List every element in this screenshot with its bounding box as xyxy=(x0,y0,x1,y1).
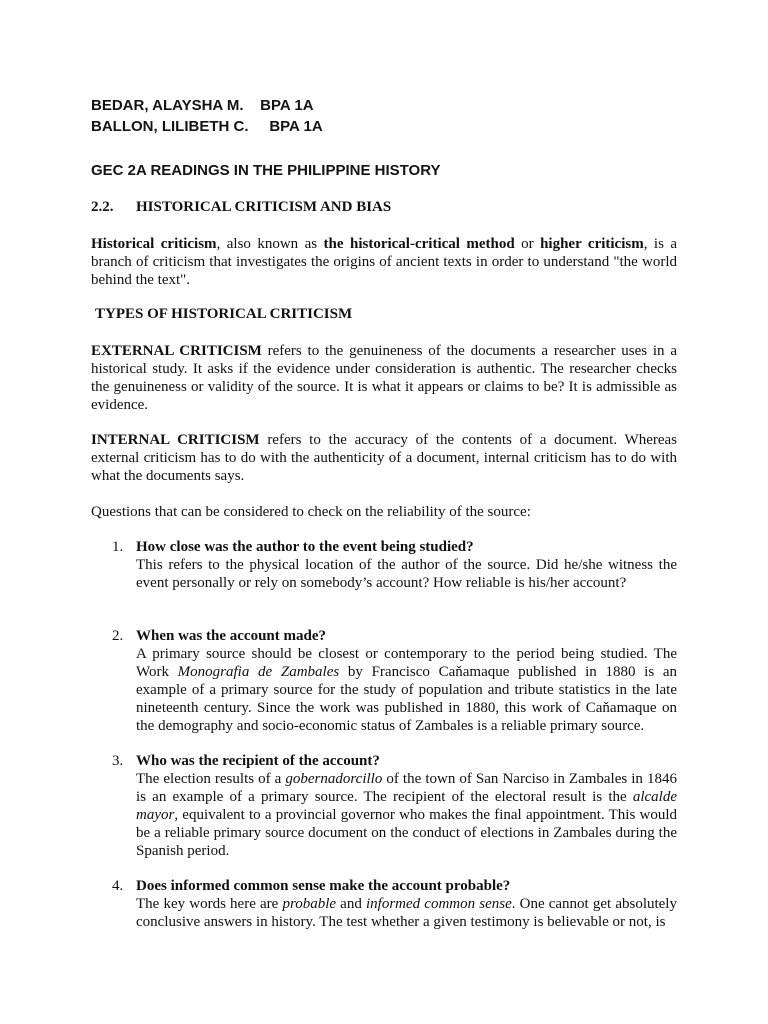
question-text: The key words here are xyxy=(136,896,283,912)
section-number: 2.2. xyxy=(91,199,114,215)
question-text: . One cannot get absolutely conclusive answers in history. The test whether a given testimony is believable or not, is xyxy=(136,896,677,930)
internal-criticism-paragraph xyxy=(91,431,677,485)
internal-text: refers to the accuracy of the contents of a document. Whereas external criticism has to do with the authenticity of a document, internal criticism has to do with what the documents says. xyxy=(91,432,677,484)
external-term: EXTERNAL CRITICISM xyxy=(91,343,262,359)
section-title: HISTORICAL CRITICISM AND BIAS xyxy=(136,199,392,215)
list-number: 2. xyxy=(112,628,124,644)
student-line-1: BEDAR, ALAYSHA M. BPA 1A xyxy=(91,97,314,114)
italic-term: probable xyxy=(282,896,337,912)
question-title: How close was the author to the event being studied? xyxy=(136,539,474,555)
question-text: , equivalent to a provincial governor who makes the final appointment. This would be a reliable primary source document on the conduct of elections in Zambales during the Spanish period. xyxy=(136,807,677,859)
list-number: 3. xyxy=(112,753,124,769)
student-line-2: BALLON, LILIBETH C. BPA 1A xyxy=(91,118,323,135)
intro-paragraph xyxy=(91,235,677,289)
question-body xyxy=(136,895,677,931)
question-text: of the town of San Narciso in Zambales in 1846 is an example of a primary source. The recipient of the electoral result is the xyxy=(136,771,677,805)
intro-term: Historical criticism xyxy=(91,236,217,252)
question-text: and xyxy=(336,896,366,912)
question-body: This refers to the physical location of the author of the source. Did he/she witness the event personally or rely on somebody’s account? How reliable is his/her account? xyxy=(136,557,677,591)
work-title: Monografia de Zambales xyxy=(177,664,340,680)
list-number: 4. xyxy=(112,878,124,894)
intro-text-3: , is a branch of criticism that investigates the origins of ancient texts in order to understand "the world behind the text". xyxy=(91,236,677,288)
external-text: refers to the genuineness of the documents a researcher uses in a historical study. It asks if the evidence under consideration is authentic. The researcher checks the genuineness or validity of the source. It is what it appears or claims to be? It is admissible as evidence. xyxy=(91,343,677,413)
question-title: Who was the recipient of the account? xyxy=(136,753,380,769)
intro-alt-term-1: the historical-critical method xyxy=(323,236,515,252)
italic-term: gobernadorcillo xyxy=(285,771,383,787)
question-text: The election results of a xyxy=(136,771,286,787)
course-title: GEC 2A READINGS IN THE PHILIPPINE HISTORY xyxy=(91,162,441,179)
types-heading: TYPES OF HISTORICAL CRITICISM xyxy=(95,306,353,322)
intro-text-2: or xyxy=(514,236,541,252)
question-title: When was the account made? xyxy=(136,628,326,644)
question-body xyxy=(136,770,677,860)
question-text: A primary source should be closest or contemporary to the period being studied. The Work xyxy=(136,646,677,680)
question-body xyxy=(136,645,677,735)
italic-term: alcalde mayor xyxy=(136,789,677,823)
external-criticism-paragraph xyxy=(91,342,677,414)
list-number: 1. xyxy=(112,539,124,555)
question-title: Does informed common sense make the account probable? xyxy=(136,878,511,894)
italic-term: informed common sense xyxy=(365,896,512,912)
question-text: by Francisco Caňamaque published in 1880 is an example of a primary source for the study of population and tribute statistics in the late nineteenth century. Since the work was published in 1880, this work of Caňamaque on the demography and socio-economic status of Zambales is a reliable primary source. xyxy=(136,664,678,734)
questions-intro: Questions that can be considered to check on the reliability of the source: xyxy=(91,504,531,520)
intro-alt-term-2: higher criticism xyxy=(540,236,644,252)
intro-text-1: , also known as xyxy=(216,236,324,252)
internal-term: INTERNAL CRITICISM xyxy=(91,432,260,448)
student-names xyxy=(91,95,323,137)
